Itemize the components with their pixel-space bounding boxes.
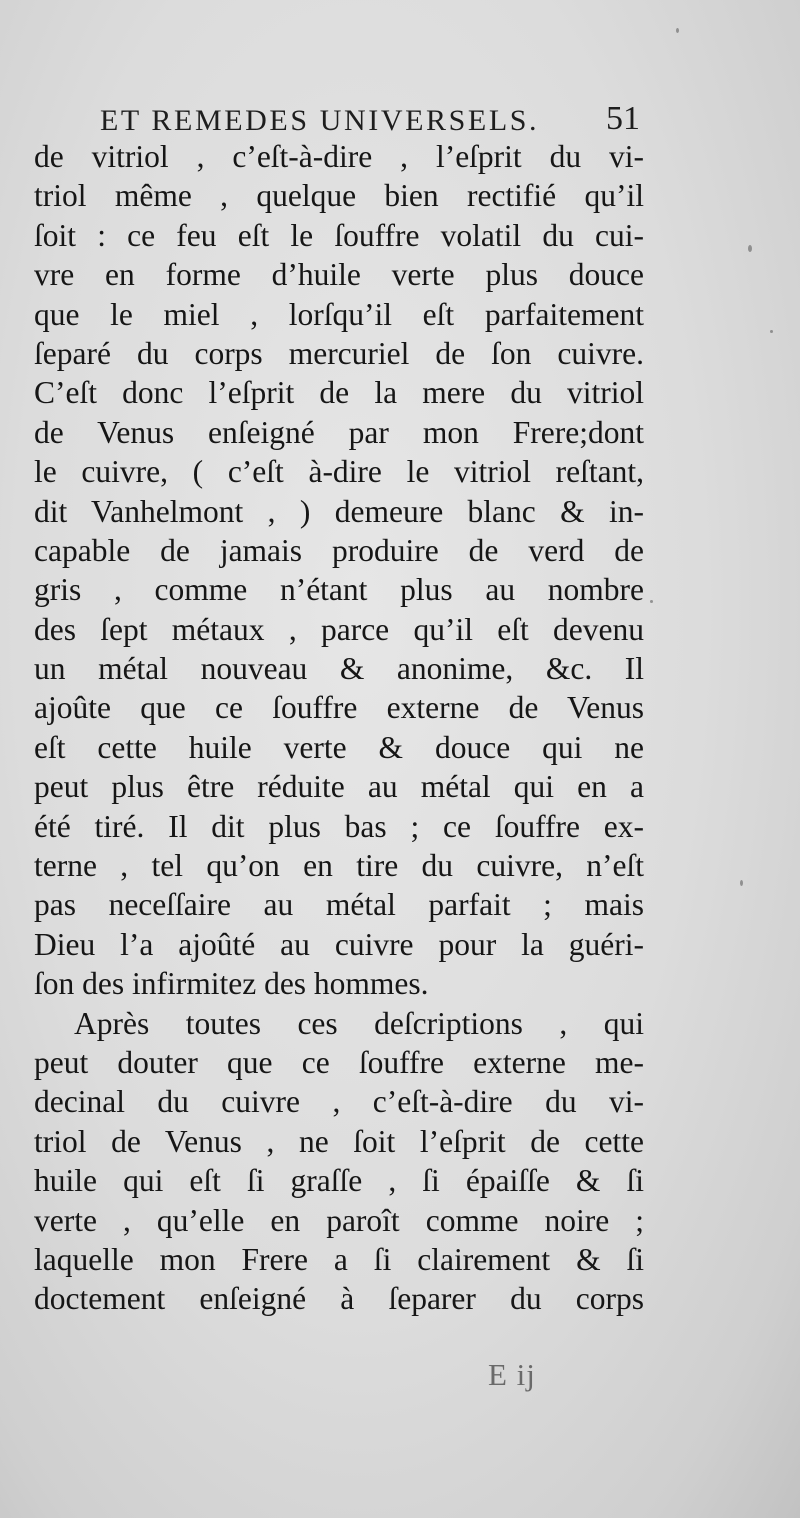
text-line: triol même , quelque bien rectifié qu’il [34, 178, 644, 214]
text-line: de vitriol , c’eſt-à-dire , l’eſprit du vi- [34, 139, 644, 174]
text-line: doctement enſeigné à ſeparer du corps [34, 1281, 644, 1317]
text-line: terne , tel qu’on en tire du cuivre, n’eſt [34, 848, 644, 884]
body-text [34, 137, 644, 1319]
text-line: un métal nouveau & anonime, &c. Il [34, 651, 644, 687]
running-head [100, 100, 640, 140]
running-title: ET REMEDES UNIVERSELS. [100, 104, 540, 137]
text-line: eſt cette huile verte & douce qui ne [34, 729, 644, 765]
text-line: laquelle mon Frere a ſi clairement & ſi [34, 1241, 644, 1277]
text-line: gris , comme n’étant plus au nombre [34, 572, 644, 608]
paper-speck [676, 28, 679, 33]
paper-speck [748, 245, 752, 252]
text-line: capable de jamais produire de verd de [34, 532, 644, 568]
text-line: pas neceſſaire au métal parfait ; mais [34, 887, 644, 923]
text-line: des ſept métaux , parce qu’il eſt devenu [34, 611, 644, 647]
text-line: C’eſt donc l’eſprit de la mere du vitriol [34, 375, 644, 411]
text-line: que le miel , lorſqu’il eſt parfaitement [34, 296, 644, 332]
paragraph-start-line: Après toutes ces deſcriptions , qui [74, 1005, 644, 1041]
text-line: ſoit : ce feu eſt le ſouffre volatil du cui- [34, 217, 644, 253]
text-line: ajoûte que ce ſouffre externe de Venus [34, 690, 644, 726]
text-line: le cuivre, ( c’eſt à-dire le vitriol reſtant, [34, 454, 644, 490]
paper-speck [740, 880, 743, 886]
paper-speck [770, 330, 773, 333]
page-number: 51 [606, 100, 640, 137]
text-line: été tiré. Il dit plus bas ; ce ſouffre ex- [34, 808, 644, 844]
text-line: decinal du cuivre , c’eſt-à-dire du vi- [34, 1084, 644, 1120]
signature-mark: E ij [488, 1357, 536, 1392]
text-line: Dieu l’a ajoûté au cuivre pour la guéri- [34, 926, 644, 962]
text-line: dit Vanhelmont , ) demeure blanc & in- [34, 493, 644, 529]
paper-speck [650, 600, 653, 603]
text-line: de Venus enſeigné par mon Frere;dont [34, 414, 644, 450]
text-line: peut douter que ce ſouffre externe me- [34, 1044, 644, 1080]
text-line: verte , qu’elle en paroît comme noire ; [34, 1202, 644, 1238]
text-line: ſeparé du corps mercuriel de ſon cuivre. [34, 335, 644, 371]
text-line: vre en forme d’huile verte plus douce [34, 257, 644, 293]
text-line: peut plus être réduite au métal qui en a [34, 769, 644, 805]
text-line: huile qui eſt ſi graſſe , ſi épaiſſe & ſi [34, 1163, 644, 1199]
paragraph-end-line: ſon des infirmitez des hommes. [34, 966, 429, 1002]
text-line: triol de Venus , ne ſoit l’eſprit de cette [34, 1123, 644, 1159]
